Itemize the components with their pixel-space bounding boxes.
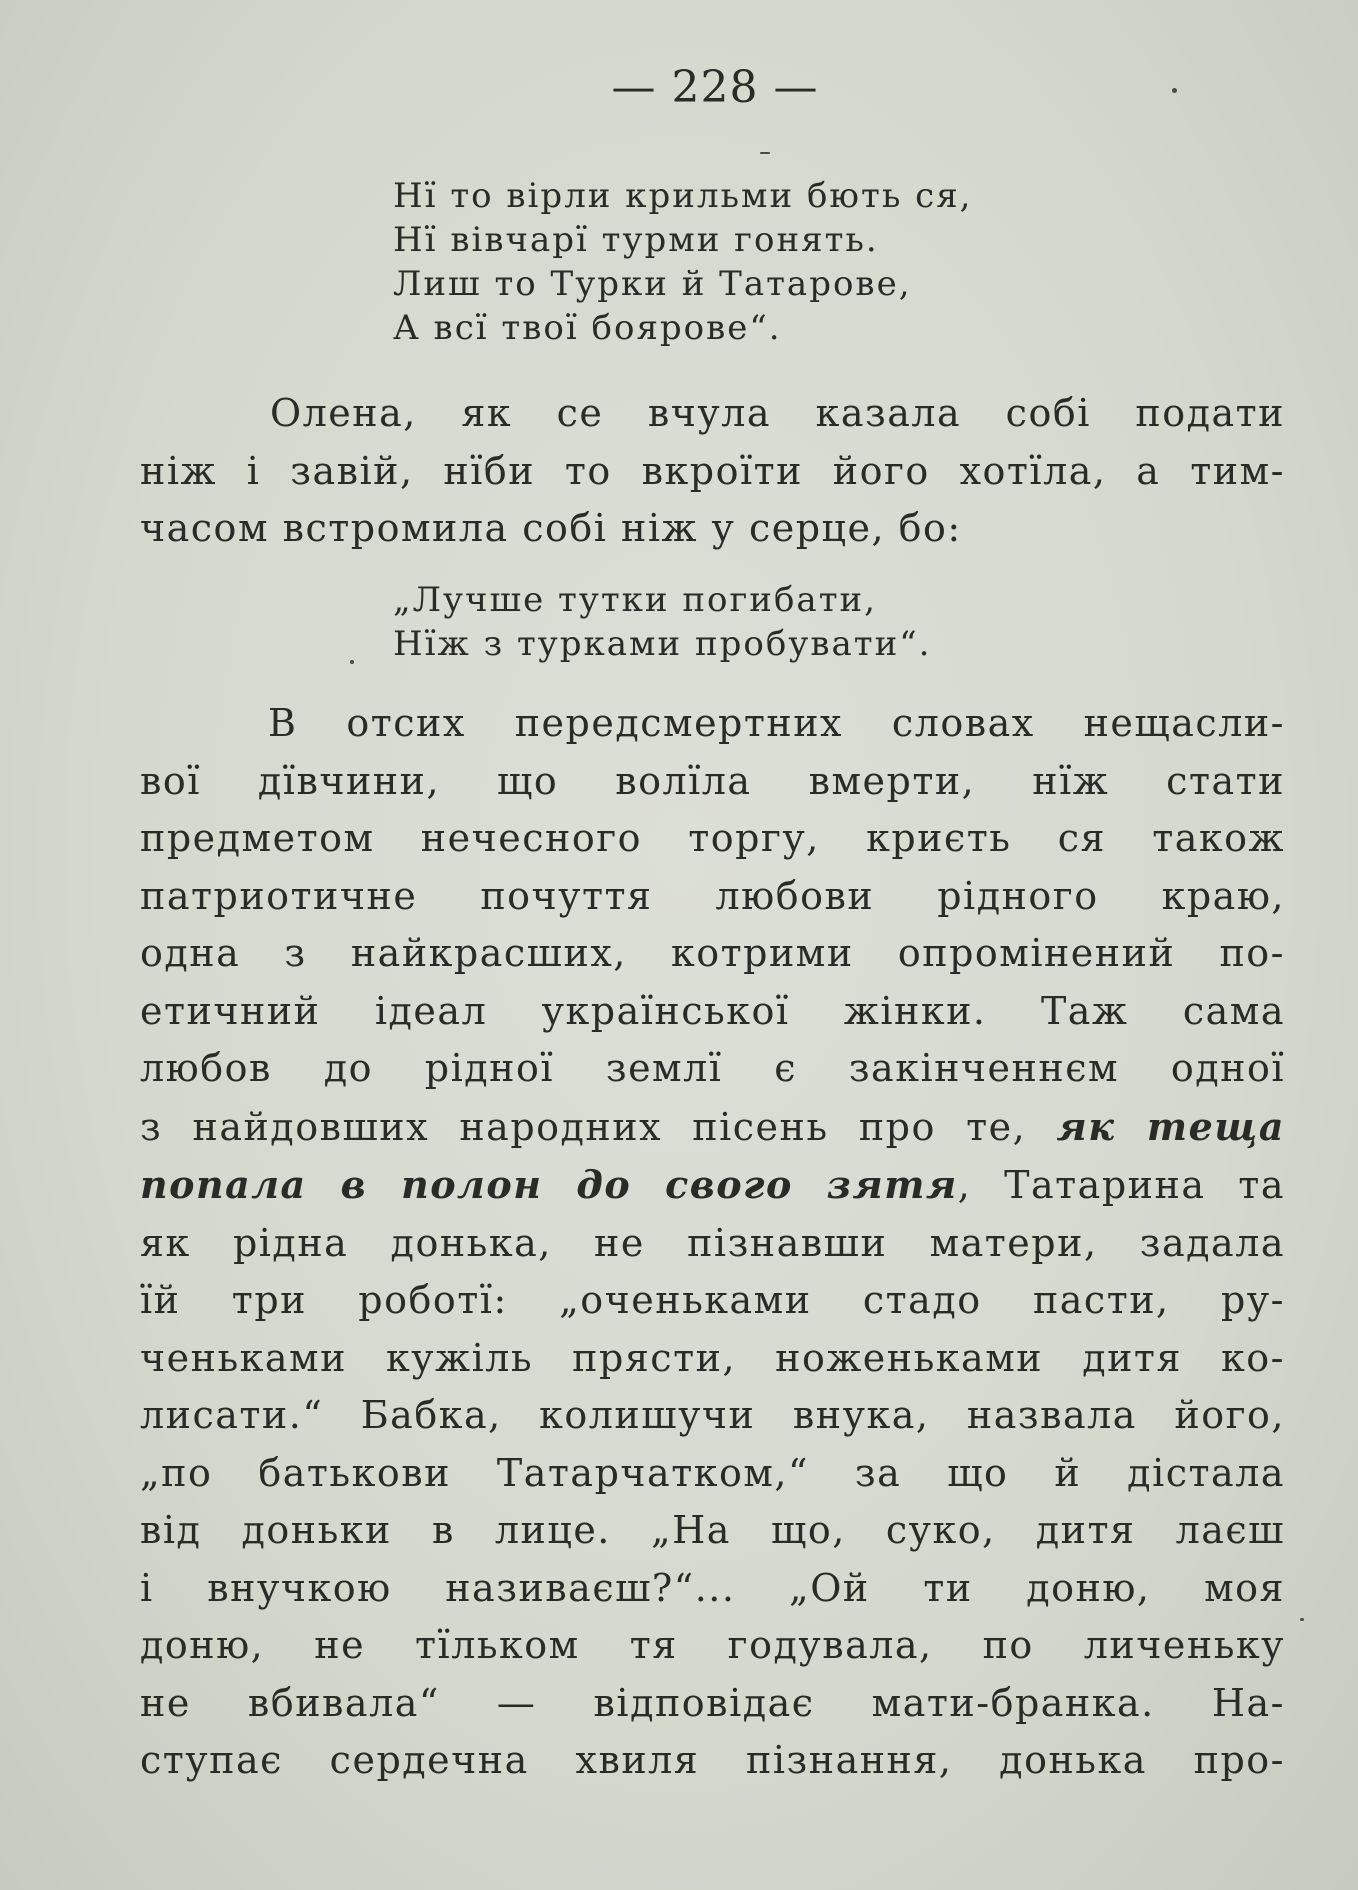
print-speck — [350, 660, 354, 664]
text-line — [140, 1156, 1285, 1215]
text-line: Олена, як се вчула казала собі подати — [270, 391, 1285, 435]
text-line: доню, не тїльком тя годувала, по личеньку — [140, 1623, 1285, 1667]
text-line: патриотичне почуття любови рідного краю, — [140, 873, 1285, 918]
print-speck — [1300, 1618, 1304, 1621]
text-run: , Татарина та — [957, 1163, 1285, 1207]
print-speck — [760, 152, 770, 154]
text-line — [140, 1098, 1285, 1157]
verse-block-2 — [393, 578, 931, 666]
verse-line: Лиш то Турки й Татарове, — [393, 264, 912, 304]
verse-line: Нї то вірли крильми бють ся, — [393, 176, 973, 216]
text-line: етичний ідеал української жінки. Таж сама — [140, 988, 1285, 1033]
italic-title: як теща — [1056, 1103, 1285, 1149]
verse-line: А всї твої боярове“. — [393, 308, 782, 348]
italic-title: попала в полон до свого зятя — [140, 1162, 958, 1207]
verse-line: „Лучше тутки погибати, — [393, 580, 877, 620]
paragraph-2 — [140, 695, 1285, 1790]
text-line: ніж і завій, нїби то вкроїти його хотїла, а тим- — [140, 448, 1285, 493]
text-line: ченьками кужіль прясти, ноженьками дитя ко- — [140, 1335, 1285, 1380]
page-number: — 228 — — [611, 62, 819, 113]
text-line: ступає сердечна хвиля пізнання, донька про- — [140, 1738, 1285, 1782]
text-line: їй три роботї: „оченьками стадо пасти, ру- — [140, 1278, 1285, 1322]
verse-line: Нїж з турками пробувати“. — [393, 624, 932, 664]
text-line: одна з найкрасших, котрими опромінений по- — [140, 931, 1285, 975]
text-line: і внучкою називаєш?“... „Ой ти доню, моя — [140, 1565, 1285, 1610]
text-line: часом встромила собі ніж у серце, бо: — [140, 506, 962, 550]
text-line: вої дївчини, що волїла вмерти, нїж стати — [140, 758, 1285, 803]
text-line: не вбивала“ — відповідає мати-бранка. На- — [140, 1680, 1285, 1725]
verse-block-1 — [393, 174, 972, 350]
text-line: предметом нечесного торгу, криєть ся також — [140, 816, 1285, 860]
print-speck — [1172, 88, 1177, 93]
text-line: любов до рідної землї є закінченнєм одної — [140, 1046, 1285, 1090]
text-line: лисати.“ Бабка, колишучи внука, назвала його, — [140, 1393, 1285, 1437]
text-line: як рідна донька, не пізнавши матери, задала — [140, 1220, 1285, 1265]
paragraph-1 — [140, 385, 1285, 558]
text-run: з найдовших народних пісень про те, — [140, 1104, 1057, 1149]
text-line: від доньки в лице. „На що, суко, дитя лаєш — [140, 1508, 1285, 1552]
text-line: В отсих передсмертних словах нещасли- — [268, 701, 1285, 745]
text-line: „по батькови Татарчатком,“ за що й дістала — [140, 1450, 1285, 1495]
verse-line: Нї вівчарї турми гонять. — [393, 220, 879, 260]
